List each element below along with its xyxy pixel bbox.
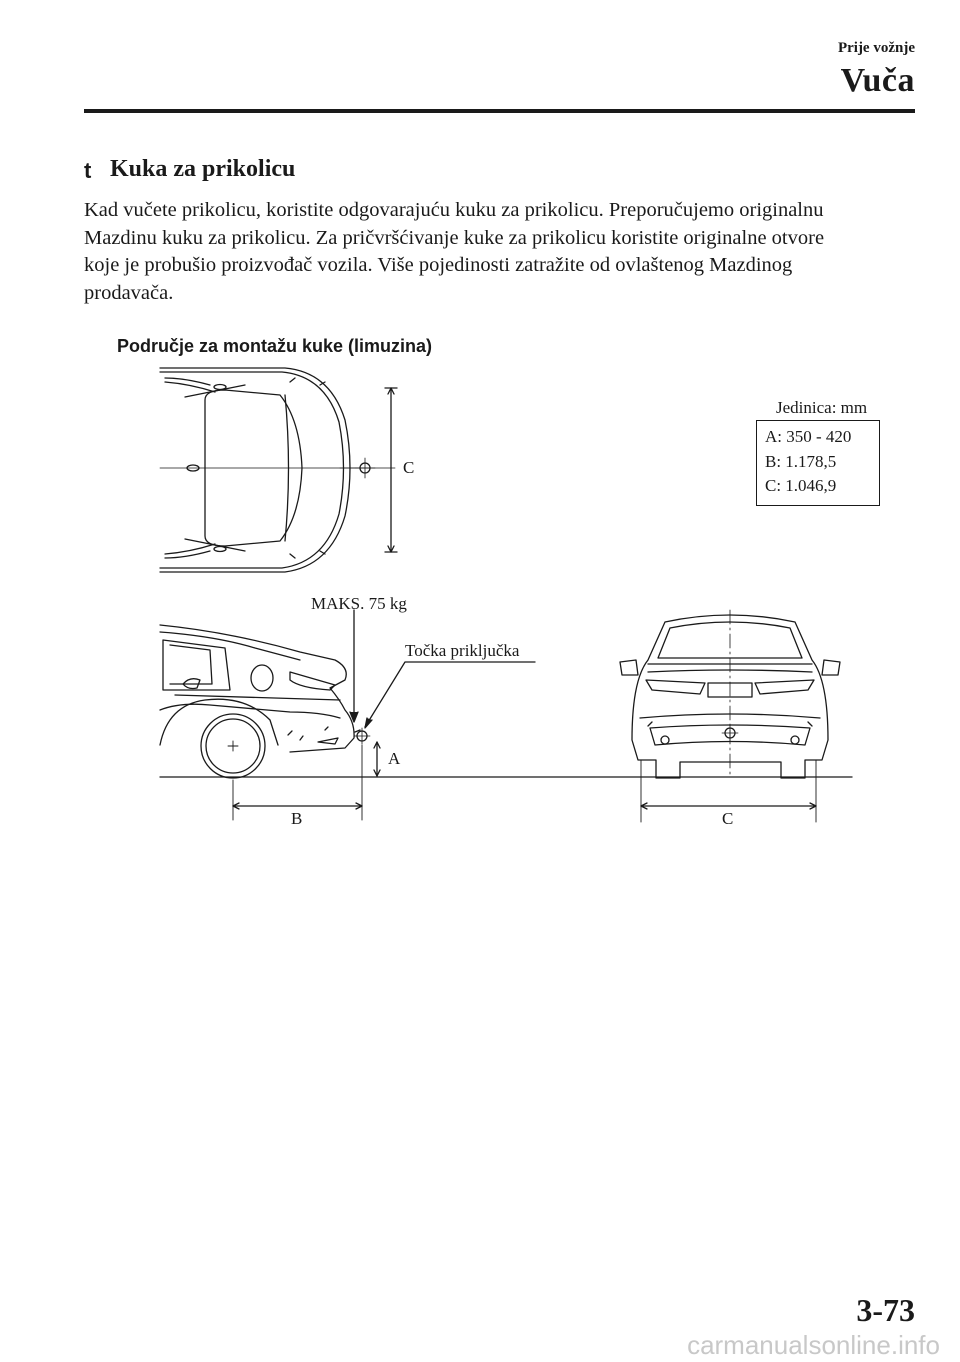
dimension-label-c-top: C [403,458,415,477]
body-line: Kad vučete prikolicu, koristite odgovarajuću kuku za prikolicu. Preporučujemo originalnu [84,199,824,221]
body-line: Mazdinu kuku za prikolicu. Za pričvršćivanje kuke za prikolicu koristite originalne otvore [84,226,825,249]
car-rear-view [620,610,840,822]
section-bullet-icon: t [84,158,92,183]
page-number: 3-73 [856,1292,915,1328]
spec-b: B: 1.178,5 [765,451,837,471]
dimension-label-a: A [388,749,401,768]
unit-label: Jedinica: mm [776,398,868,417]
dimension-label-c-rear: C [722,809,734,828]
body-line: koje je probušio proizvođač vozila. Više pojedinosti zatražite od ovlaštenog Mazdinog [84,254,793,276]
spec-a: A: 350 - 420 [765,427,852,446]
spec-box [756,420,880,506]
header-section-name: Prije vožnje [837,40,915,56]
section-heading: Kuka za prikolicu [110,156,296,182]
spec-c: C: 1.046,9 [765,476,837,495]
hitch-point-label: Točka priključka [405,641,520,660]
car-top-view [160,368,397,572]
max-load-label: MAKS. 75 kg [311,594,407,613]
body-line: prodavača. [84,281,174,304]
dimension-label-b: B [291,809,303,828]
figure-caption: Područje za montažu kuke (limuzina) [117,336,433,356]
watermark: carmanualsonline.info [687,1330,940,1360]
header-title: Vuča [840,62,915,99]
